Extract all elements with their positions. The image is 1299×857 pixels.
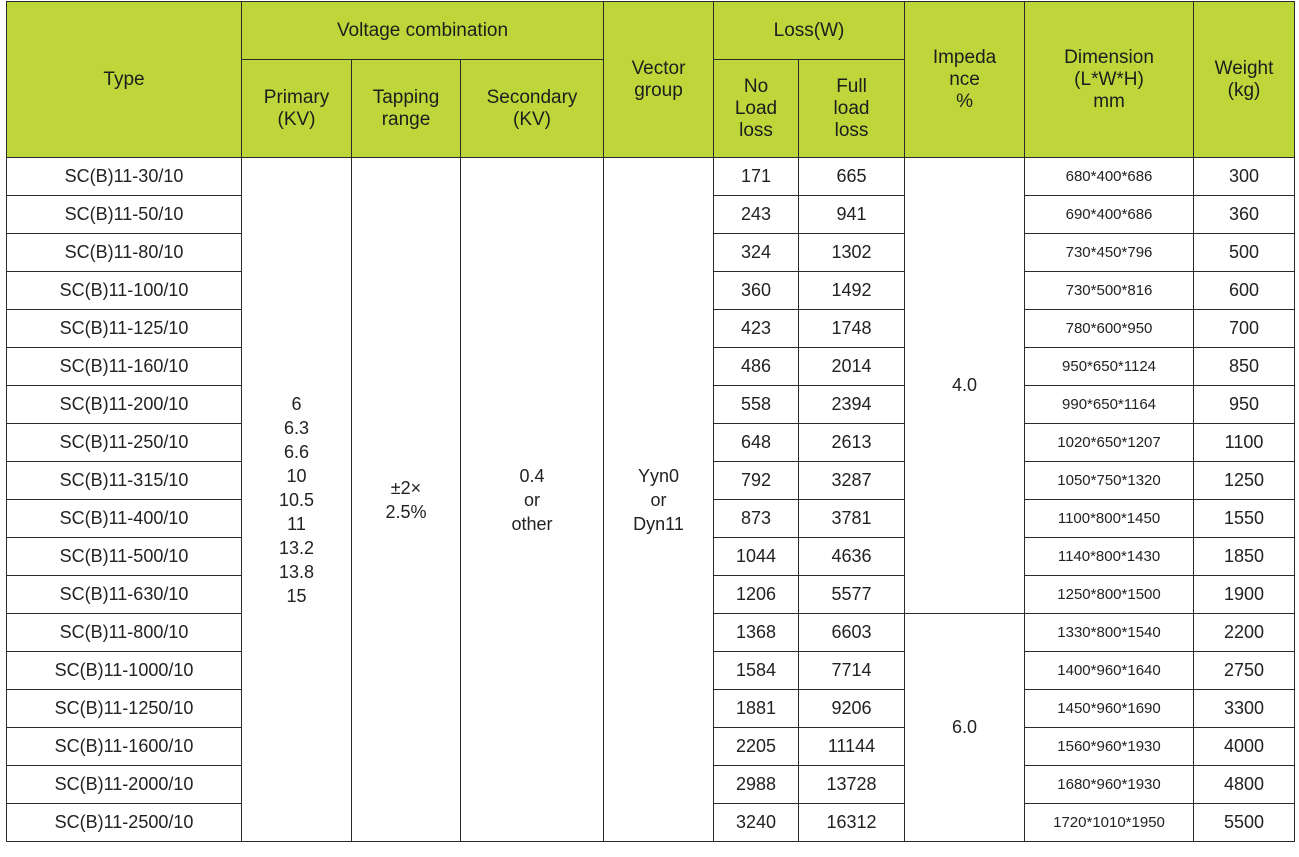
type-cell: SC(B)11-2000/10	[7, 766, 242, 804]
full-load-loss-cell: 16312	[799, 804, 905, 842]
tapping-range-cell: ±2× 2.5%	[352, 158, 461, 842]
dimension-cell: 950*650*1124	[1025, 348, 1194, 386]
dimension-cell: 990*650*1164	[1025, 386, 1194, 424]
no-load-loss-cell: 243	[714, 196, 799, 234]
no-load-loss-cell: 423	[714, 310, 799, 348]
weight-cell: 2750	[1194, 652, 1295, 690]
type-cell: SC(B)11-50/10	[7, 196, 242, 234]
header-primary: Primary (KV)	[242, 60, 352, 158]
full-load-loss-cell: 665	[799, 158, 905, 196]
type-cell: SC(B)11-250/10	[7, 424, 242, 462]
dimension-cell: 1400*960*1640	[1025, 652, 1194, 690]
dimension-cell: 1330*800*1540	[1025, 614, 1194, 652]
type-cell: SC(B)11-630/10	[7, 576, 242, 614]
type-cell: SC(B)11-315/10	[7, 462, 242, 500]
no-load-loss-cell: 1881	[714, 690, 799, 728]
weight-cell: 2200	[1194, 614, 1295, 652]
full-load-loss-cell: 2394	[799, 386, 905, 424]
no-load-loss-cell: 3240	[714, 804, 799, 842]
vector-group-cell: Yyn0 or Dyn11	[604, 158, 714, 842]
weight-cell: 360	[1194, 196, 1295, 234]
primary-voltage-cell: 6 6.3 6.6 10 10.5 11 13.2 13.8 15	[242, 158, 352, 842]
impedance-cell: 6.0	[905, 614, 1025, 842]
secondary-voltage-cell: 0.4 or other	[461, 158, 604, 842]
no-load-loss-cell: 360	[714, 272, 799, 310]
type-cell: SC(B)11-1000/10	[7, 652, 242, 690]
full-load-loss-cell: 1748	[799, 310, 905, 348]
dimension-cell: 680*400*686	[1025, 158, 1194, 196]
header-weight: Weight (kg)	[1194, 2, 1295, 158]
no-load-loss-cell: 873	[714, 500, 799, 538]
no-load-loss-cell: 1206	[714, 576, 799, 614]
header-no-load-loss: No Load loss	[714, 60, 799, 158]
no-load-loss-cell: 324	[714, 234, 799, 272]
full-load-loss-cell: 9206	[799, 690, 905, 728]
dimension-cell: 690*400*686	[1025, 196, 1194, 234]
no-load-loss-cell: 2205	[714, 728, 799, 766]
no-load-loss-cell: 171	[714, 158, 799, 196]
type-cell: SC(B)11-160/10	[7, 348, 242, 386]
full-load-loss-cell: 7714	[799, 652, 905, 690]
type-cell: SC(B)11-30/10	[7, 158, 242, 196]
header-type: Type	[7, 2, 242, 158]
type-cell: SC(B)11-2500/10	[7, 804, 242, 842]
type-cell: SC(B)11-80/10	[7, 234, 242, 272]
full-load-loss-cell: 1302	[799, 234, 905, 272]
no-load-loss-cell: 486	[714, 348, 799, 386]
full-load-loss-cell: 13728	[799, 766, 905, 804]
weight-cell: 600	[1194, 272, 1295, 310]
type-cell: SC(B)11-500/10	[7, 538, 242, 576]
weight-cell: 1850	[1194, 538, 1295, 576]
weight-cell: 4800	[1194, 766, 1295, 804]
no-load-loss-cell: 2988	[714, 766, 799, 804]
type-cell: SC(B)11-1600/10	[7, 728, 242, 766]
dimension-cell: 1020*650*1207	[1025, 424, 1194, 462]
header-impedance: Impeda nce %	[905, 2, 1025, 158]
weight-cell: 1250	[1194, 462, 1295, 500]
weight-cell: 500	[1194, 234, 1295, 272]
header-tapping-range: Tapping range	[352, 60, 461, 158]
weight-cell: 700	[1194, 310, 1295, 348]
header-vector-group: Vector group	[604, 2, 714, 158]
weight-cell: 5500	[1194, 804, 1295, 842]
table-body	[7, 158, 1295, 842]
full-load-loss-cell: 3781	[799, 500, 905, 538]
header-loss: Loss(W)	[714, 2, 905, 60]
dimension-cell: 1720*1010*1950	[1025, 804, 1194, 842]
weight-cell: 3300	[1194, 690, 1295, 728]
weight-cell: 850	[1194, 348, 1295, 386]
dimension-cell: 780*600*950	[1025, 310, 1194, 348]
dimension-cell: 1560*960*1930	[1025, 728, 1194, 766]
transformer-spec-table	[6, 1, 1295, 842]
dimension-cell: 1050*750*1320	[1025, 462, 1194, 500]
header-dimension: Dimension (L*W*H) mm	[1025, 2, 1194, 158]
full-load-loss-cell: 941	[799, 196, 905, 234]
type-cell: SC(B)11-200/10	[7, 386, 242, 424]
no-load-loss-cell: 792	[714, 462, 799, 500]
full-load-loss-cell: 11144	[799, 728, 905, 766]
header-voltage-combination: Voltage combination	[242, 2, 604, 60]
full-load-loss-cell: 5577	[799, 576, 905, 614]
type-cell: SC(B)11-1250/10	[7, 690, 242, 728]
weight-cell: 4000	[1194, 728, 1295, 766]
dimension-cell: 1250*800*1500	[1025, 576, 1194, 614]
full-load-loss-cell: 2014	[799, 348, 905, 386]
weight-cell: 1900	[1194, 576, 1295, 614]
no-load-loss-cell: 1584	[714, 652, 799, 690]
dimension-cell: 730*450*796	[1025, 234, 1194, 272]
header-full-load-loss: Full load loss	[799, 60, 905, 158]
weight-cell: 300	[1194, 158, 1295, 196]
type-cell: SC(B)11-100/10	[7, 272, 242, 310]
impedance-cell: 4.0	[905, 158, 1025, 614]
header-secondary: Secondary (KV)	[461, 60, 604, 158]
full-load-loss-cell: 6603	[799, 614, 905, 652]
type-cell: SC(B)11-125/10	[7, 310, 242, 348]
full-load-loss-cell: 2613	[799, 424, 905, 462]
no-load-loss-cell: 558	[714, 386, 799, 424]
weight-cell: 1100	[1194, 424, 1295, 462]
no-load-loss-cell: 1044	[714, 538, 799, 576]
dimension-cell: 1450*960*1690	[1025, 690, 1194, 728]
weight-cell: 950	[1194, 386, 1295, 424]
no-load-loss-cell: 1368	[714, 614, 799, 652]
dimension-cell: 1680*960*1930	[1025, 766, 1194, 804]
dimension-cell: 1100*800*1450	[1025, 500, 1194, 538]
dimension-cell: 730*500*816	[1025, 272, 1194, 310]
weight-cell: 1550	[1194, 500, 1295, 538]
type-cell: SC(B)11-400/10	[7, 500, 242, 538]
dimension-cell: 1140*800*1430	[1025, 538, 1194, 576]
full-load-loss-cell: 4636	[799, 538, 905, 576]
full-load-loss-cell: 1492	[799, 272, 905, 310]
full-load-loss-cell: 3287	[799, 462, 905, 500]
table-row	[7, 158, 1295, 196]
no-load-loss-cell: 648	[714, 424, 799, 462]
type-cell: SC(B)11-800/10	[7, 614, 242, 652]
